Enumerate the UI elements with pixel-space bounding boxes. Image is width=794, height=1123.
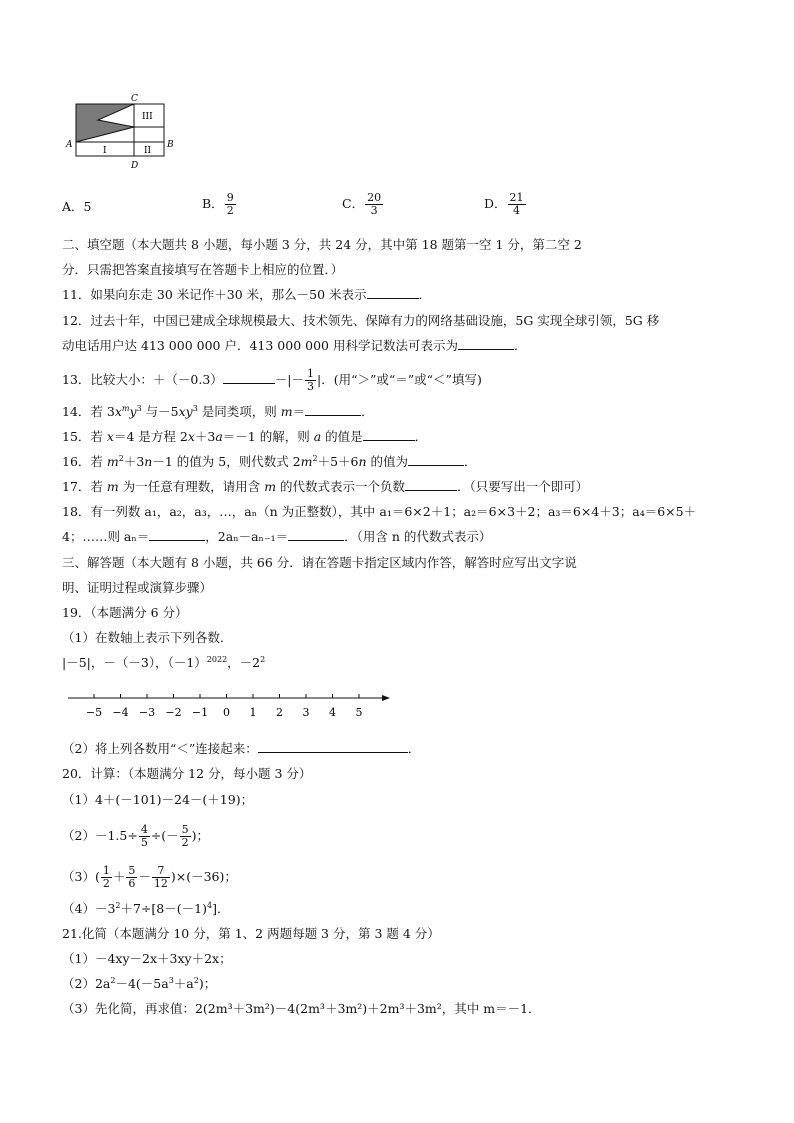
q11-text: 11．如果向东走 30 米记作＋30 米，那么－50 米表示 <box>62 287 367 302</box>
q13-mid: －|－ <box>274 372 305 387</box>
q16-m2: m <box>300 454 313 469</box>
q18-l2-pre: 4；……则 aₙ＝ <box>62 529 150 544</box>
q13-answer-blank[interactable] <box>223 371 275 384</box>
q16-answer-blank[interactable] <box>408 453 464 466</box>
choice-b-prefix: B． <box>202 196 224 211</box>
q20-s4-e1: 2 <box>115 900 121 910</box>
q14-mid: 与－5 <box>141 404 179 419</box>
q14-y: y <box>129 404 137 419</box>
q20-s3-n2: 5 <box>128 864 136 877</box>
choice-c <box>342 192 384 217</box>
question-14 <box>62 403 374 421</box>
q16-tail: 的值为 <box>366 454 409 469</box>
section2-header-line2: 分．只需把答案直接填写在答题卡上相应的位置．） <box>62 262 344 277</box>
figure-shaded-region <box>76 104 134 142</box>
q20-s3-n1: 1 <box>102 864 110 877</box>
question-11 <box>62 286 431 304</box>
choice-b <box>202 192 237 217</box>
q20-s3-frac3 <box>152 865 170 890</box>
q20-s2-end: )； <box>191 828 210 843</box>
number-line-tick-label: −2 <box>165 706 182 719</box>
q19-exp2: 2 <box>260 654 266 664</box>
question-19-part1: （1）在数轴上表示下列各数． <box>62 630 233 645</box>
choice-b-fraction <box>225 192 236 217</box>
choice-a-value: 5 <box>83 199 92 214</box>
q20-s2-den2: 2 <box>181 836 189 849</box>
q13-pre: 13．比较大小：＋（－0.3） <box>62 372 223 387</box>
q12-line2-text: 动电话用户达 413 000 000 户．413 000 000 用科学记数法可表示为 <box>62 338 458 353</box>
question-12-line2 <box>62 337 526 355</box>
choice-a <box>62 197 91 217</box>
number-line-tick-label: 3 <box>302 706 310 719</box>
q14-x: x <box>114 404 122 419</box>
q15-end: ． <box>414 429 428 444</box>
q20-s4-end: ]． <box>212 901 230 916</box>
q18-answer-blank-1[interactable] <box>149 528 205 541</box>
question-21-step2 <box>62 975 216 993</box>
rectangle-figure <box>60 90 190 180</box>
choice-d <box>484 192 527 217</box>
section3-header-line1: 三、解答题（本大题有 8 小题，共 66 分．请在答题卡指定区域内作答，解答时应写出文字说 <box>62 555 577 570</box>
q17-tail: 的代数式表示一个负数 <box>276 479 406 494</box>
question-20-step3 <box>62 865 237 890</box>
question-18-line1: 18．有一列数 a₁，a₂，a₃，…，aₙ（n 为正整数），其中 a₁＝6×2＋1；a₂＝6×3＋2；a₃＝6×4＋3；a₄＝6×5＋ <box>62 504 697 519</box>
q21-s2-pre: （2）2a <box>62 976 111 991</box>
q17-end: ．（只要写出一个即可） <box>457 479 589 494</box>
number-line-tick-label: 0 <box>223 706 230 719</box>
q19-nums-mid: ，－2 <box>227 655 261 670</box>
figure-label-d: D <box>131 161 139 171</box>
q17-m: m <box>106 479 119 494</box>
q11-answer-blank[interactable] <box>367 286 419 299</box>
q13-num: 1 <box>307 367 315 380</box>
q20-s3-d2: 6 <box>128 877 136 890</box>
q20-s2-frac1 <box>139 824 150 849</box>
number-line-tick-label: −5 <box>85 706 103 719</box>
question-16 <box>62 453 477 471</box>
number-line-tick-label: −4 <box>112 706 129 719</box>
q15-x2: x <box>187 429 195 444</box>
q20-s3-op1: ＋ <box>112 869 126 884</box>
q20-s4-pre: （4）－3 <box>62 901 116 916</box>
q12-answer-blank[interactable] <box>458 337 514 350</box>
q14-pre: 14．若 3 <box>62 404 115 419</box>
q14-exp-m: m <box>121 403 130 413</box>
q20-s3-pre: （3）( <box>62 869 100 884</box>
number-line-tick-label: −3 <box>138 706 156 719</box>
q18-l2-end: ．（用含 n 的代数式表示） <box>344 529 492 544</box>
q14-m: m <box>280 404 293 419</box>
question-20-step1: （1）4＋(－101)－24－(＋19)； <box>62 792 254 807</box>
q20-s3-d3: 12 <box>153 877 168 890</box>
choice-d-fraction <box>508 192 526 217</box>
choice-c-prefix: C． <box>342 196 365 211</box>
question-12-line1: 12．过去十年，中国已建成全球规模最大、技术领先、保障有力的网络基础设施，5G 实现全球引领，5G 移 <box>62 313 660 328</box>
q16-n1: n <box>144 454 153 469</box>
q13-post: |．(用“＞”或“＝”或“＜”填写) <box>317 372 482 387</box>
q21-s2-e1: 2 <box>110 975 116 985</box>
q16-n2: n <box>358 454 367 469</box>
q14-post: 是同类项，则 <box>197 404 281 419</box>
question-18-line2 <box>62 528 491 546</box>
q19-nums-pre: |－5|，－（－3），（－1） <box>62 655 207 670</box>
q20-s4-e2: 4 <box>206 900 213 910</box>
q17-answer-blank[interactable] <box>405 478 457 491</box>
q20-s2-den1: 5 <box>140 836 148 849</box>
choice-c-fraction <box>365 192 383 217</box>
q16-m1: m <box>106 454 119 469</box>
choice-d-num: 21 <box>509 191 524 204</box>
q14-xy: xy <box>178 404 193 419</box>
choice-a-prefix: A． <box>62 199 84 214</box>
q20-s4-mid: ＋7÷[8－(－1) <box>120 901 207 916</box>
choice-b-num: 9 <box>226 191 234 204</box>
q14-answer-blank[interactable] <box>305 403 361 416</box>
question-13 <box>62 368 482 393</box>
q20-s2-num2: 5 <box>181 823 189 836</box>
q18-l2-mid: ，2aₙ－aₙ₋₁＝ <box>205 529 289 544</box>
q15-tail: 的值是 <box>321 429 363 444</box>
q17-post: 为一任意有理数，请用含 <box>118 479 265 494</box>
choice-d-prefix: D． <box>484 196 507 211</box>
q16-e2: 2 <box>312 453 318 463</box>
question-20-step2 <box>62 824 209 849</box>
q16-end: ． <box>464 454 477 469</box>
q19-p2-end: ． <box>407 741 421 756</box>
choice-c-den: 3 <box>370 204 378 217</box>
q14-exp-3: 3 <box>136 403 142 413</box>
q14-eq: ＝ <box>292 404 306 419</box>
figure-label-ii: II <box>144 146 152 156</box>
q15-eq: ＝4 是方程 2 <box>113 429 188 444</box>
question-20-title: 20．计算：（本题满分 12 分，每小题 3 分） <box>62 766 312 781</box>
question-20-step4 <box>62 900 229 918</box>
q14-exp-3b: 3 <box>192 403 198 413</box>
number-line-tick-label: 1 <box>249 706 257 719</box>
section2-header-line1: 二、填空题（本大题共 8 小题，每小题 3 分，共 24 分，其中第 18 题第一空 1 分，第二空 2 <box>62 237 582 252</box>
q16-p2: －1 的值为 5，则代数式 2 <box>152 454 301 469</box>
q16-pre: 16．若 <box>62 454 107 469</box>
q14-end: ． <box>361 404 374 419</box>
choice-b-den: 2 <box>226 204 234 217</box>
number-line-tick-label: 2 <box>276 706 283 719</box>
question-19-part2 <box>62 740 420 758</box>
q13-den: 3 <box>307 380 315 393</box>
q13-fraction <box>305 368 316 393</box>
figure-label-b: B <box>167 140 174 150</box>
choice-d-den: 4 <box>513 204 521 217</box>
q19-p2: （2）将上列各数用“＜”连接起来： <box>62 741 258 756</box>
q16-p3: ＋5＋6 <box>317 454 359 469</box>
q20-s2-mid: ÷(－ <box>150 828 179 843</box>
q15-answer-blank[interactable] <box>363 428 415 441</box>
q20-s3-n3: 7 <box>152 865 170 878</box>
figure-label-i: I <box>103 146 107 156</box>
q20-s2-frac2 <box>180 824 191 849</box>
q20-s3-frac2 <box>126 865 137 890</box>
q15-post: ＝－1 的解，则 <box>222 429 314 444</box>
figure-label-a: A <box>66 140 73 150</box>
figure-label-iii: III <box>142 112 153 122</box>
q17-m2: m <box>264 479 277 494</box>
q20-s3-frac1 <box>101 865 112 890</box>
question-19-title: 19．（本题满分 6 分） <box>62 605 188 620</box>
q21-s2-mid2: ＋a <box>173 976 194 991</box>
q18-answer-blank-2[interactable] <box>288 528 344 541</box>
number-line-tick-label: 4 <box>329 706 336 719</box>
q15-mid: ＋3 <box>194 429 216 444</box>
number-line-arrow <box>382 695 390 701</box>
q12-end: ． <box>513 338 527 353</box>
number-line-tick-label: 5 <box>355 706 363 719</box>
q15-x: x <box>106 429 114 444</box>
q20-s3-d1: 2 <box>102 877 110 890</box>
q20-s3-end: )×(－36)； <box>170 869 237 884</box>
number-line <box>60 688 400 724</box>
q19-exp: 2022 <box>206 654 228 664</box>
q21-s2-mid: －4(－5a <box>115 976 169 991</box>
q16-e1: 2 <box>118 453 124 463</box>
q20-s3-op2: － <box>138 869 151 884</box>
choice-c-num: 20 <box>367 191 382 204</box>
q19-answer-blank[interactable] <box>258 740 408 753</box>
section3-header-line2: 明、证明过程或演算步骤） <box>62 580 213 595</box>
q15-a2: a <box>313 429 322 444</box>
q21-s2-e2: 3 <box>168 975 174 985</box>
q21-s2-e3: 2 <box>193 975 199 985</box>
q15-pre: 15．若 <box>62 429 107 444</box>
question-21-title: 21.化简（本题满分 10 分，第 1、2 两题每题 3 分，第 3 题 4 分） <box>62 926 440 941</box>
q21-s2-end: )； <box>198 976 217 991</box>
q11-end: ． <box>418 287 432 302</box>
question-21-step1: （1）－4xy－2x＋3xy＋2x； <box>62 951 232 966</box>
q20-s2-pre: （2）－1.5÷ <box>62 828 138 843</box>
question-19-numbers <box>62 654 265 672</box>
figure-label-c: C <box>131 94 138 104</box>
q17-pre: 17．若 <box>62 479 107 494</box>
number-line-tick-label: −1 <box>191 706 209 719</box>
q15-a: a <box>215 429 223 444</box>
question-15 <box>62 428 427 446</box>
q16-p1: ＋3 <box>123 454 145 469</box>
q20-s2-num1: 4 <box>140 823 148 836</box>
question-21-step3: （3）先化简，再求值：2(2m³＋3m²)－4(2m³＋3m²)＋2m³＋3m²，其中 m＝－1． <box>62 1001 541 1016</box>
question-17 <box>62 478 588 496</box>
